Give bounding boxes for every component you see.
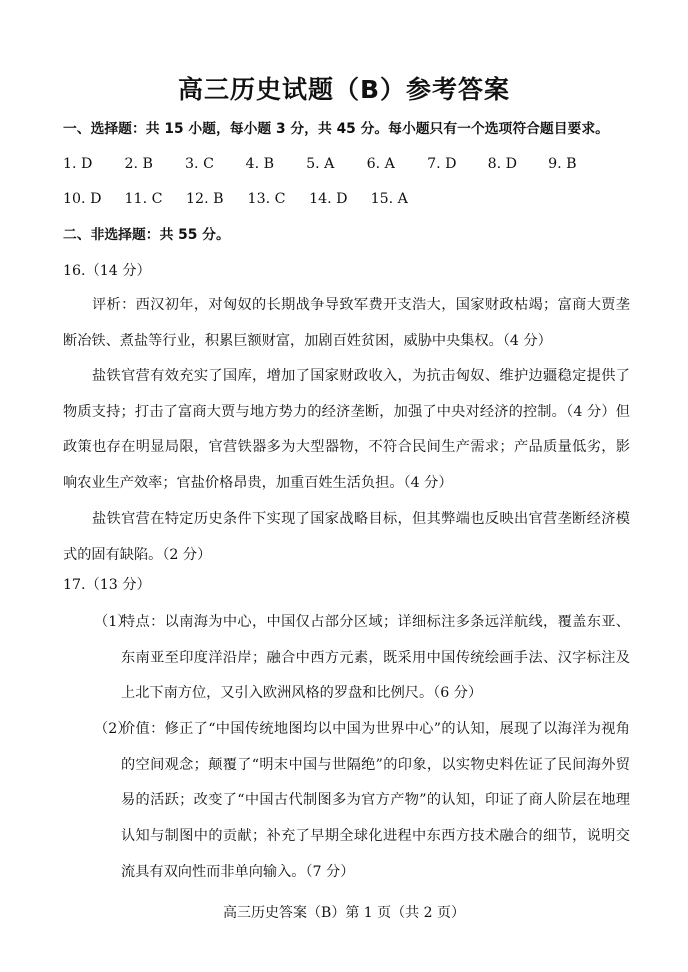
- answers-row-1: [63, 154, 577, 174]
- q16-label: 16.（14 分）: [63, 263, 151, 279]
- page-footer: 高三历史答案（B）第 1 页（共 2 页）: [223, 905, 465, 921]
- answer-4: 4. B: [245, 156, 275, 172]
- answer-13: 13. C: [247, 191, 286, 207]
- answers-row-2: [63, 189, 408, 209]
- q17-label: 17.（13 分）: [63, 577, 151, 593]
- answer-10: 10. D: [63, 191, 102, 207]
- section1-header: 一、选择题：共 15 小题，每小题 3 分，共 45 分。每小题只有一个选项符合题目要求。: [63, 121, 609, 137]
- q16-paragraph-3: 盐铁官营在特定历史条件下实现了国家战略目标，但其弊端也反映出官营垄断经济模式的固有缺陷。（2 分）: [63, 511, 630, 563]
- q17-item-1: [94, 605, 630, 712]
- answer-8: 8. D: [487, 156, 518, 172]
- answer-11: 11. C: [124, 191, 163, 207]
- answer-5: 5. A: [306, 156, 335, 172]
- q17-item-2-number: （2）: [94, 721, 132, 737]
- answer-7: 7. D: [427, 156, 457, 172]
- q17-item-1-number: （1）: [94, 614, 132, 630]
- q16-paragraph-2: 盐铁官营有效充实了国库，增加了国家财政收入，为抗击匈奴、维护边疆稳定提供了物质支持；打击了富商大贾与地方势力的经济垄断，加强了中央对经济的控制。（4 分）但政策也存在明显局限，官营铁器多为大型器物，不符合民间生产需求；产品质量低劣，影响农业生产效率；官盐价格昂贵，加重百姓生活负担。（4 分）: [63, 368, 630, 492]
- answer-6: 6. A: [366, 156, 395, 172]
- section2-header: 二、非选择题：共 55 分。: [63, 227, 230, 243]
- answer-15: 15. A: [370, 191, 408, 207]
- q17-item-1-text: 特点：以南海为中心，中国仅占部分区域；详细标注多条远洋航线，覆盖东亚、东南亚至印度洋沿岸；融合中西方元素，既采用中国传统绘画手法、汉字标注及上北下南方位，又引入欧洲风格的罗盘和比例尺。（6 分）: [121, 614, 630, 702]
- answer-12: 12. B: [186, 191, 224, 207]
- page-title: 高三历史试题（B）参考答案: [177, 75, 511, 104]
- answer-14: 14. D: [309, 191, 348, 207]
- q16-paragraph-1: 评析：西汉初年，对匈奴的长期战争导致军费开支浩大，国家财政枯竭；富商大贾垄断冶铁、煮盐等行业，积累巨额财富，加剧百姓贫困，威胁中央集权。（4 分）: [63, 297, 630, 349]
- q17-item-2-text: 价值：修正了“中国传统地图均以中国为世界中心”的认知，展现了以海洋为视角的空间观念；颠覆了“明末中国与世隔绝”的印象，以实物史料佐证了民间海外贸易的活跃；改变了“中国古代制图多为官方产物”的认知，印证了商人阶层在地理认知与制图中的贡献；补充了早期全球化进程中东西方技术融合的细节，说明交流具有双向性而非单向输入。（7 分）: [121, 721, 630, 880]
- answer-3: 3. C: [185, 156, 214, 172]
- q17-item-2: [94, 712, 630, 891]
- answer-1: 1. D: [63, 156, 93, 172]
- answer-9: 9. B: [548, 156, 577, 172]
- answer-2: 2. B: [124, 156, 153, 172]
